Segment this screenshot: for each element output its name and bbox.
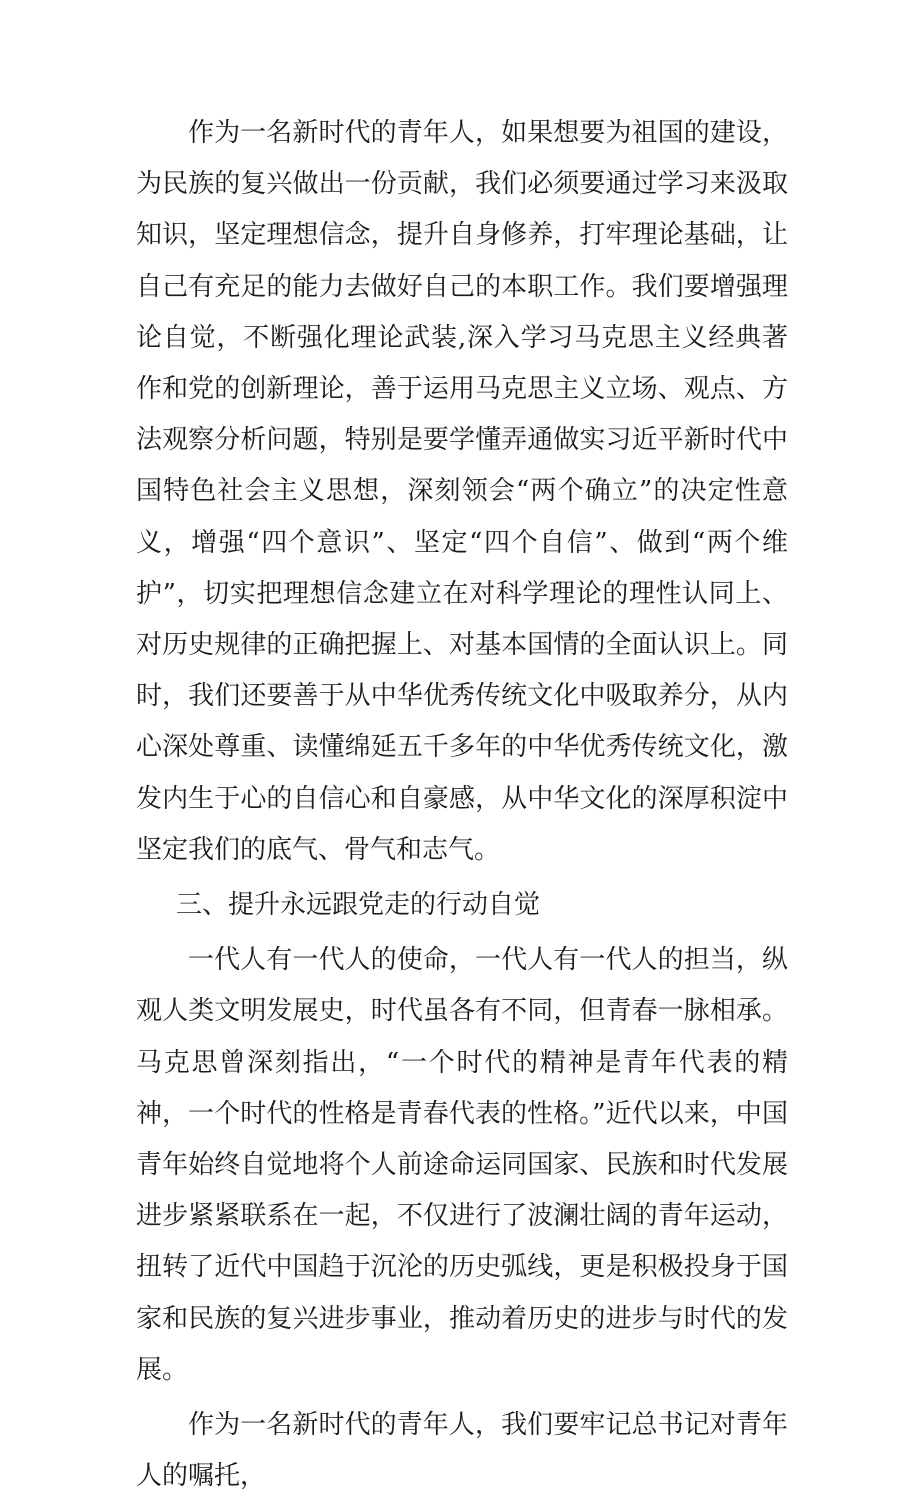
paragraph-2: 一代人有一代人的使命，一代人有一代人的担当，纵观人类文明发展史，时代虽各有不同，但青春一脉相承。马克思曾深刻指出，“一个时代的精神是青年代表的精神，一个时代的性格是青春代表的性格。”近代以来，中国青年始终自觉地将个人前途命运同国家、民族和时代发展进步紧紧联系在一起，不仅进行了波澜壮阔的青年运动，扭转了近代中国趋于沉沦的历史弧线，更是积极投身于国家和民族的复兴进步事业，推动着历史的进步与时代的发展。 xyxy=(136,945,788,1385)
paragraph-3: 作为一名新时代的青年人，我们要牢记总书记对青年人的嘱托， xyxy=(136,1410,788,1492)
document-body xyxy=(136,108,788,1502)
section-heading: 三、提升永远跟党走的行动自觉 xyxy=(176,890,541,921)
paragraph-1: 作为一名新时代的青年人，如果想要为祖国的建设，为民族的复兴做出一份贡献，我们必须要通过学习来汲取知识，坚定理想信念，提升自身修养，打牢理论基础，让自己有充足的能力去做好自己的本职工作。我们要增强理论自觉，不断强化理论武装,深入学习马克思主义经典著作和党的创新理论，善于运用马克思主义立场、观点、方法观察分析问题，特别是要学懂弄通做实习近平新时代中国特色社会主义思想，深刻领会“两个确立”的决定性意义，增强“四个意识”、坚定“四个自信”、做到“两个维护”，切实把理想信念建立在对科学理论的理性认同上、对历史规律的正确把握上、对基本国情的全面认识上。同时，我们还要善于从中华优秀传统文化中吸取养分，从内心深处尊重、读懂绵延五千多年的中华优秀传统文化，激发内生于心的自信心和自豪感，从中华文化的深厚积淀中坚定我们的底气、骨气和志气。 xyxy=(136,118,788,865)
